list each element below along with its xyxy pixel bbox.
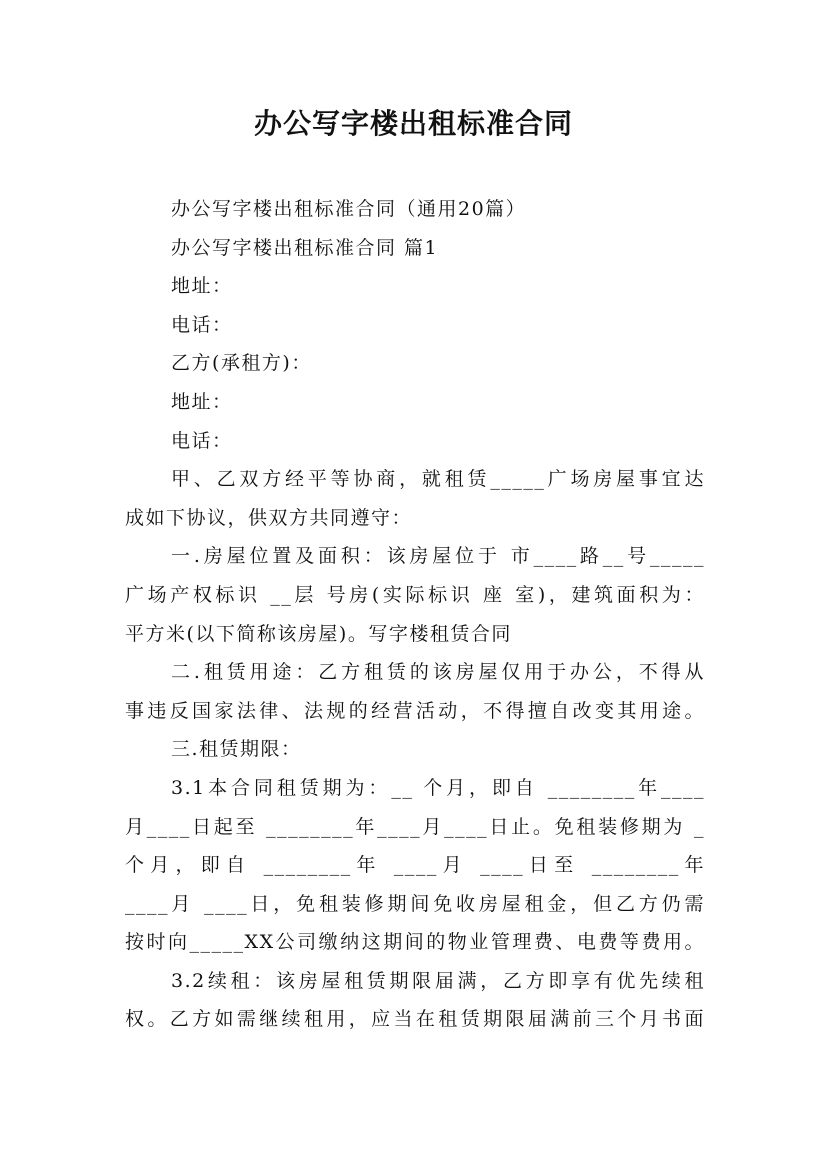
party-b-phone: 电话： bbox=[171, 429, 233, 452]
paragraph-line: 3.1本合同租赁期为：__ 个月，即自 ________年____ bbox=[171, 776, 705, 799]
paragraph-line: 3.2续租：该房屋租赁期限届满，乙方即享有优先续租 bbox=[171, 969, 705, 992]
paragraph-line: 二.租赁用途：乙方租赁的该房屋仅用于办公，不得从 bbox=[171, 661, 705, 684]
paragraph-line: 成如下协议，供双方共同遵守： bbox=[125, 506, 413, 529]
paragraph-line: 按时向_____XX公司缴纳这期间的物业管理费、电费等费用。 bbox=[125, 931, 705, 954]
party-b-label: 乙方(承租方)： bbox=[171, 352, 312, 375]
paragraph-line: 三.租赁期限： bbox=[171, 738, 302, 761]
paragraph-line: 权。乙方如需继续租用，应当在租赁期限届满前三个月书面 bbox=[125, 1008, 705, 1031]
paragraph-line: 平方米(以下简称该房屋)。写字楼租赁合同 bbox=[125, 622, 512, 645]
document-body bbox=[125, 190, 705, 1039]
paragraph-line: 一.房屋位置及面积：该房屋位于 市____路__号_____ bbox=[171, 545, 705, 568]
paragraph-line: 个月，即自 ________年 ____月 ____日至 ________年 bbox=[125, 854, 705, 877]
paragraph-line: 事违反国家法律、法规的经营活动，不得擅自改变其用途。 bbox=[125, 699, 705, 722]
paragraph-line: 广场产权标识 __层 号房(实际标识 座 室)，建筑面积为： bbox=[125, 583, 705, 606]
paragraph-line: 月____日起至 ________年____月____日止。免租装修期为 _ bbox=[125, 815, 705, 838]
paragraph-line: 甲、乙双方经平等协商，就租赁_____广场房屋事宜达 bbox=[171, 468, 705, 491]
document-title: 办公写字楼出租标准合同 bbox=[253, 107, 573, 140]
doc-subtitle: 办公写字楼出租标准合同（通用20篇） bbox=[171, 198, 527, 220]
party-a-address: 地址： bbox=[171, 275, 233, 298]
doc-section-heading: 办公写字楼出租标准合同 篇1 bbox=[171, 236, 439, 259]
party-b-address: 地址： bbox=[171, 390, 233, 413]
paragraph-line: ____月 ____日，免租装修期间免收房屋租金，但乙方仍需 bbox=[125, 892, 705, 915]
party-a-phone: 电话： bbox=[171, 313, 233, 336]
